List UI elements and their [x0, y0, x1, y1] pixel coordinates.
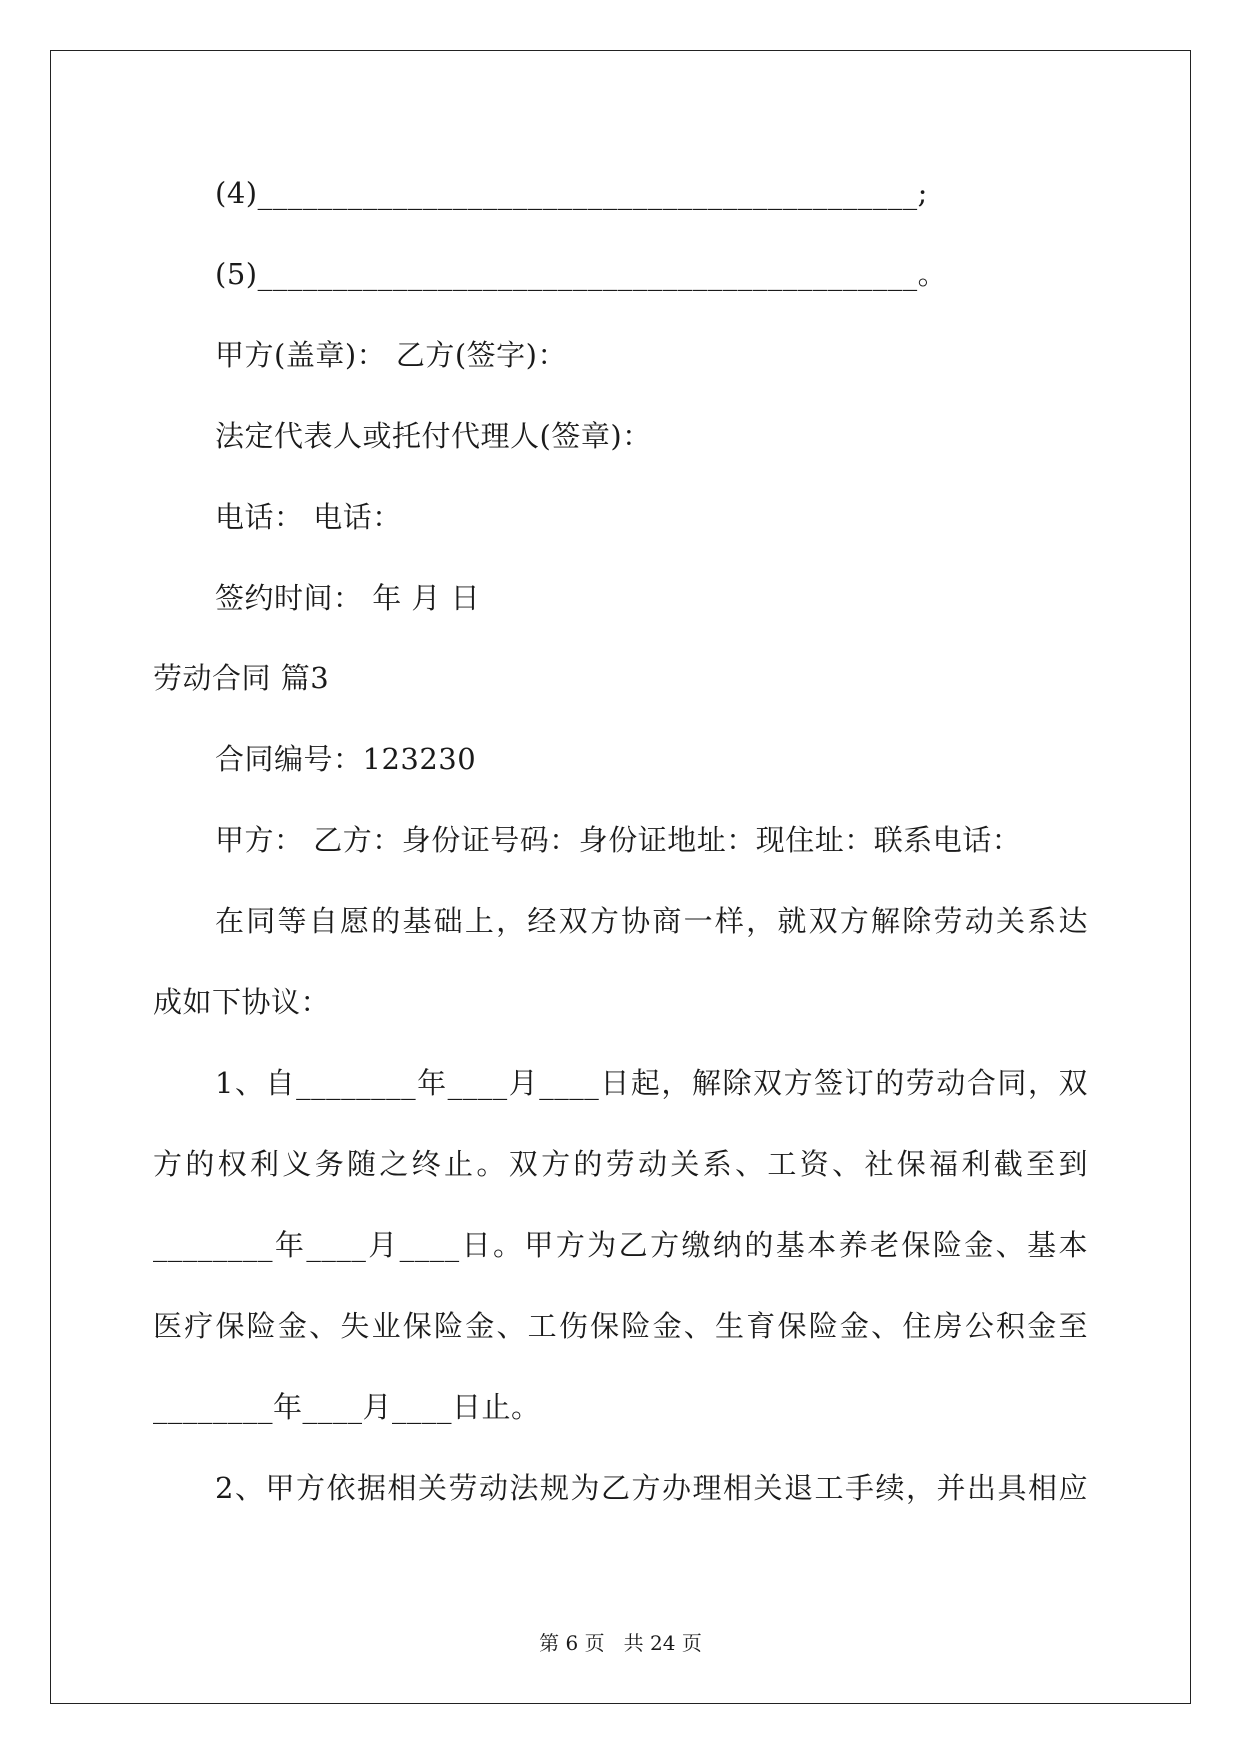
blank-item-4: (4)____________________________________________;: [215, 176, 928, 210]
clause-1-line-3: ________年____月____日。甲方为乙方缴纳的基本养老保险金、基本: [153, 1228, 1088, 1262]
clause-2-line-1: 2、甲方依据相关劳动法规为乙方办理相关退工手续，并出具相应: [215, 1471, 1088, 1505]
party-info-line: 甲方： 乙方：身份证号码：身份证地址：现住址：联系电话：: [215, 823, 1022, 857]
signing-date-line: 签约时间： 年 月 日: [215, 581, 481, 615]
clause-1-line-2: 方的权利义务随之终止。双方的劳动关系、工资、社保福利截至到: [153, 1147, 1088, 1181]
phone-line: 电话： 电话：: [215, 500, 402, 534]
contract-number-line: 合同编号：123230: [215, 742, 477, 776]
page-frame: [50, 50, 1191, 1704]
clause-1-line-4: 医疗保险金、失业保险金、工伤保险金、生育保险金、住房公积金至: [153, 1309, 1088, 1343]
section-heading: 劳动合同 篇3: [153, 661, 330, 695]
intro-paragraph-line-1: 在同等自愿的基础上，经双方协商一样，就双方解除劳动关系达: [215, 904, 1088, 938]
signature-parties-line: 甲方(盖章)： 乙方(签字)：: [215, 338, 567, 372]
clause-1-line-1: 1、自________年____月____日起，解除双方签订的劳动合同，双: [215, 1066, 1088, 1100]
page-number-footer: 第 6 页 共 24 页: [539, 1631, 702, 1655]
legal-representative-line: 法定代表人或托付代理人(签章)：: [215, 419, 652, 453]
intro-paragraph-line-2: 成如下协议：: [153, 985, 331, 1019]
blank-item-5: (5)____________________________________________。: [215, 257, 948, 291]
clause-1-line-5: ________年____月____日止。: [153, 1390, 541, 1424]
